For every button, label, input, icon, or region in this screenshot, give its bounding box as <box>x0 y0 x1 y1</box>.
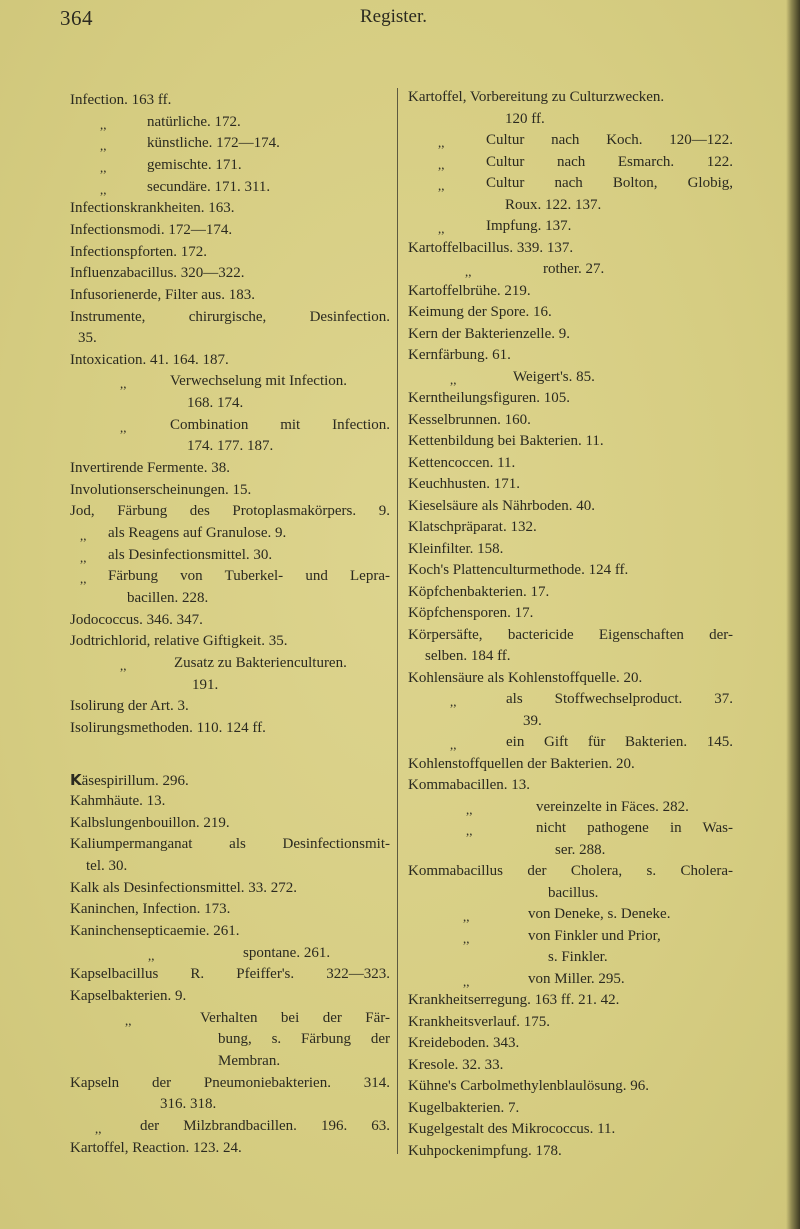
ditto-mark: ,, <box>466 801 473 817</box>
index-subentry: bung, s. Färbung der <box>218 1031 390 1048</box>
index-subentry: als Desinfectionsmittel. 30. <box>108 546 273 563</box>
ditto-mark: ,, <box>148 947 155 963</box>
ditto-mark: ,, <box>450 694 457 709</box>
index-entry: Koch's Plattenculturmethode. 124 ff. <box>408 562 629 578</box>
ditto-mark: ,, <box>450 737 457 752</box>
index-subentry: rother. 27. <box>543 261 605 277</box>
ditto-mark: ,, <box>100 159 107 175</box>
index-entry: Kalk als Desinfectionsmittel. 33. 272. <box>70 879 298 896</box>
index-subentry: Combination mit Infection. <box>170 416 390 433</box>
index-subentry: Cultur nach Esmarch. 122. <box>486 153 733 170</box>
index-subentry: der Milzbrandbacillen. 196. 63. <box>140 1117 390 1134</box>
index-entry: Keimung der Spore. 16. <box>408 304 552 320</box>
index-entry: Kuhpockenimpfung. 178. <box>408 1142 562 1159</box>
column-divider <box>397 88 398 1154</box>
index-entry: Krankheitsverlauf. 175. <box>408 1013 551 1030</box>
index-entry: Kühne's Carbolmethylenblaulösung. 96. <box>408 1078 650 1094</box>
index-subentry: Cultur nach Koch. 120—122. <box>486 132 733 148</box>
index-entry: Kommabacillen. 13. <box>408 777 531 793</box>
index-subentry: nicht pathogene in Was- <box>536 820 733 836</box>
index-subentry: s. Finkler. <box>548 949 608 965</box>
index-subentry: Roux. 122. 137. <box>505 196 602 213</box>
index-entry: Kerntheilungsfiguren. 105. <box>408 390 571 406</box>
ditto-mark: ,, <box>100 138 107 154</box>
index-subentry: 168. 174. <box>187 395 244 412</box>
index-subentry: vereinzelte in Fäces. 282. <box>536 798 689 815</box>
index-entry: Infection. 163 ff. <box>70 92 172 108</box>
index-entry: Kreideboden. 343. <box>408 1035 520 1051</box>
index-subentry: 174. 177. 187. <box>187 438 274 455</box>
ditto-mark: ,, <box>465 264 472 279</box>
index-entry: Involutionserscheinungen. 15. <box>70 481 252 498</box>
index-subentry: 35. <box>78 330 97 347</box>
index-subentry: tel. 30. <box>86 858 128 875</box>
index-entry: Kahmhäute. 13. <box>70 793 166 810</box>
index-entry: Kohlensäure als Kohlenstoffquelle. 20. <box>408 669 643 686</box>
ditto-mark: ,, <box>120 657 127 673</box>
index-subentry: ein Gift für Bakterien. 145. <box>506 734 733 750</box>
index-subentry: als Reagens auf Granulose. 9. <box>108 525 287 541</box>
index-entry: Kartoffelbrühe. 219. <box>408 282 531 299</box>
index-subentry: secundäre. 171. 311. <box>147 178 271 195</box>
index-entry: Kommabacillus der Cholera, s. Cholera- <box>408 863 733 879</box>
index-entry: Jodococcus. 346. 347. <box>70 611 203 628</box>
index-subentry: Verwechselung mit Infection. <box>170 373 348 390</box>
ditto-mark: ,, <box>80 571 87 587</box>
index-subentry: Zusatz zu Bakterienculturen. <box>174 654 347 671</box>
index-subentry: von Finkler und Prior, <box>528 927 661 944</box>
ditto-mark: ,, <box>463 973 470 989</box>
index-entry: Käsespirillum. 296. <box>70 770 189 789</box>
index-subentry: Verhalten bei der Fär- <box>200 1009 390 1026</box>
ditto-mark: ,, <box>438 178 445 193</box>
index-entry: Infectionskrankheiten. 163. <box>70 200 235 217</box>
index-entry: Kaninchen, Infection. 173. <box>70 901 231 918</box>
index-subentry: Färbung von Tuberkel- und Lepra- <box>108 568 390 585</box>
index-entry: Kettenbildung bei Bakterien. 11. <box>408 433 604 449</box>
index-entry: Isolirung der Art. 3. <box>70 698 189 715</box>
index-entry: Kern der Bakterienzelle. 9. <box>408 325 571 342</box>
index-subentry: ser. 288. <box>555 841 606 858</box>
ditto-mark: ,, <box>125 1012 132 1028</box>
index-subentry: 316. 318. <box>160 1096 217 1113</box>
index-entry: Kalbslungenbouillon. 219. <box>70 814 230 831</box>
index-entry: Kugelgestalt des Mikrococcus. 11. <box>408 1121 616 1137</box>
page-number: 364 <box>60 6 93 30</box>
ditto-mark: ,, <box>450 371 457 387</box>
ditto-mark: ,, <box>80 549 87 565</box>
ditto-mark: ,, <box>438 156 445 172</box>
page-edge-shadow <box>786 0 800 1229</box>
index-subentry: als Stoffwechselproduct. 37. <box>506 691 733 707</box>
index-subentry: Weigert's. 85. <box>513 368 595 385</box>
index-entry: Kieselsäure als Nährboden. 40. <box>408 497 596 514</box>
index-subentry: bacillus. <box>548 884 599 901</box>
ditto-mark: ,, <box>463 930 470 946</box>
index-entry: Kresole. 32. 33. <box>408 1056 504 1073</box>
index-entry: Klatschpräparat. 132. <box>408 519 537 535</box>
index-entry: Kapselbacillus R. Pfeiffer's. 322—323. <box>70 966 390 983</box>
index-subentry: von Deneke, s. Deneke. <box>528 906 671 922</box>
index-subentry: 191. <box>192 676 219 693</box>
ditto-mark: ,, <box>80 528 87 543</box>
index-entry: Keuchhusten. 171. <box>408 476 521 492</box>
index-entry: Intoxication. 41. 164. 187. <box>70 351 229 368</box>
index-subentry: von Miller. 295. <box>528 970 625 987</box>
ditto-mark: ,, <box>466 823 473 838</box>
index-entry: Kapseln der Pneumoniebakterien. 314. <box>70 1074 390 1091</box>
index-entry: Kartoffelbacillus. 339. 137. <box>408 239 574 256</box>
index-entry: Invertirende Fermente. 38. <box>70 460 230 477</box>
index-subentry: spontane. 261. <box>243 944 331 961</box>
index-entry: Kleinfilter. 158. <box>408 540 504 557</box>
ditto-mark: ,, <box>438 135 445 150</box>
ditto-mark: ,, <box>100 181 107 197</box>
index-subentry: selben. 184 ff. <box>425 648 511 664</box>
index-entry: Kapselbakterien. 9. <box>70 988 187 1004</box>
index-entry: Influenzabacillus. 320—322. <box>70 265 245 282</box>
ditto-mark: ,, <box>100 116 107 132</box>
index-subentry: 120 ff. <box>505 110 545 127</box>
index-entry: Köpfchensporen. 17. <box>408 605 534 621</box>
index-entry: Instrumente, chirurgische, Desinfection. <box>70 308 390 325</box>
index-subentry: natürliche. 172. <box>147 113 241 130</box>
index-entry: Kartoffel, Reaction. 123. 24. <box>70 1139 242 1156</box>
index-subentry: Impfung. 137. <box>486 218 572 234</box>
index-entry: Kohlenstoffquellen der Bakterien. 20. <box>408 755 635 772</box>
index-entry: Kugelbakterien. 7. <box>408 1099 520 1116</box>
index-entry: Infusorienerde, Filter aus. 183. <box>70 286 255 303</box>
index-subentry: gemischte. 171. <box>147 156 242 173</box>
index-entry: Krankheitserregung. 163 ff. 21. 42. <box>408 992 620 1008</box>
index-entry: Kartoffel, Vorbereitung zu Culturzwecken. <box>408 89 665 105</box>
index-entry: Köpfchenbakterien. 17. <box>408 583 550 600</box>
index-entry: Jod, Färbung des Protoplasmakörpers. 9. <box>70 503 390 520</box>
ditto-mark: ,, <box>120 376 127 392</box>
index-subentry: Cultur nach Bolton, Globig, <box>486 175 733 191</box>
index-subentry: 39. <box>523 712 542 729</box>
index-entry: Jodtrichlorid, relative Giftigkeit. 35. <box>70 633 288 650</box>
index-entry: Infectionspforten. 172. <box>70 243 208 260</box>
index-subentry: künstliche. 172—174. <box>147 135 280 152</box>
index-entry: Kettencoccen. 11. <box>408 454 516 471</box>
index-entry: Kesselbrunnen. 160. <box>408 411 531 428</box>
ditto-mark: ,, <box>95 1120 102 1136</box>
index-entry: Kaninchensepticaemie. 261. <box>70 923 240 940</box>
running-head: Register. <box>360 6 428 27</box>
index-entry: Körpersäfte, bactericide Eigenschaften der- <box>408 626 733 643</box>
ditto-mark: ,, <box>120 419 127 435</box>
index-entry: Kaliumpermanganat als Desinfectionsmit- <box>70 836 390 853</box>
index-subentry: bacillen. 228. <box>127 589 209 606</box>
index-subentry: Membran. <box>218 1052 281 1069</box>
index-entry: Isolirungsmethoden. 110. 124 ff. <box>70 719 266 736</box>
index-entry: Kernfärbung. 61. <box>408 347 511 363</box>
ditto-mark: ,, <box>438 221 445 236</box>
ditto-mark: ,, <box>463 909 470 924</box>
index-entry: Infectionsmodi. 172—174. <box>70 221 233 238</box>
